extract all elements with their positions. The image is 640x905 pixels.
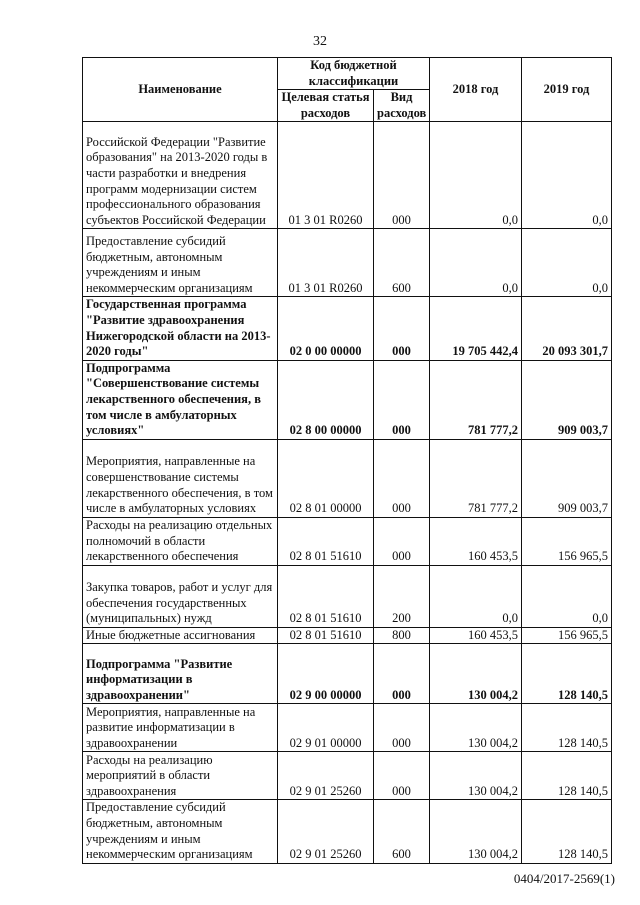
header-year-2018: 2018 год [430, 58, 522, 122]
row-value-2019: 909 003,7 [522, 439, 612, 517]
header-year-2019: 2019 год [522, 58, 612, 122]
row-name: Расходы на реализацию мероприятий в области здравоохранения [83, 752, 278, 800]
row-expense-type: 000 [374, 360, 430, 439]
row-name: Расходы на реализацию отдельных полномочий в области лекарственного обеспечения [83, 517, 278, 565]
row-value-2019: 0,0 [522, 565, 612, 627]
header-expense-type: Вид расходов [374, 90, 430, 122]
row-target-article: 02 8 01 00000 [278, 439, 374, 517]
row-name: Иные бюджетные ассигнования [83, 627, 278, 644]
row-value-2019: 128 140,5 [522, 644, 612, 704]
row-expense-type: 000 [374, 122, 430, 229]
page-number: 32 [313, 34, 327, 49]
table-row [83, 229, 612, 297]
table-row [83, 644, 612, 704]
row-name: Подпрограмма "Совершенствование системы лекарственного обеспечения, в том числе в амбулаторных условиях" [83, 360, 278, 439]
row-value-2018: 0,0 [430, 229, 522, 297]
row-target-article: 02 8 01 51610 [278, 517, 374, 565]
row-target-article: 02 9 01 25260 [278, 752, 374, 800]
table-row [83, 752, 612, 800]
table-row [83, 122, 612, 229]
row-name: Мероприятия, направленные на совершенствование системы лекарственного обеспечения, в том числе в амбулаторных условиях [83, 439, 278, 517]
row-target-article: 02 8 01 51610 [278, 627, 374, 644]
row-value-2018: 130 004,2 [430, 644, 522, 704]
row-value-2018: 0,0 [430, 122, 522, 229]
table-row [83, 704, 612, 752]
row-target-article: 01 3 01 R0260 [278, 122, 374, 229]
table-row [83, 627, 612, 644]
row-value-2019: 128 140,5 [522, 752, 612, 800]
row-value-2018: 160 453,5 [430, 627, 522, 644]
row-expense-type: 000 [374, 752, 430, 800]
row-name: Государственная программа "Развитие здравоохранения Нижегородской области на 2013-2020 годы" [83, 297, 278, 360]
row-expense-type: 000 [374, 439, 430, 517]
row-name: Российской Федерации "Развитие образования" на 2013-2020 годы в части разработки и внедрения программ модернизации систем профессионального образования субъектов Российской Федерации [83, 122, 278, 229]
row-target-article: 02 9 00 00000 [278, 644, 374, 704]
row-value-2018: 781 777,2 [430, 439, 522, 517]
row-expense-type: 600 [374, 229, 430, 297]
row-value-2019: 909 003,7 [522, 360, 612, 439]
row-expense-type: 200 [374, 565, 430, 627]
table-row [83, 297, 612, 360]
row-target-article: 01 3 01 R0260 [278, 229, 374, 297]
header-target-article: Целевая статья расходов [278, 90, 374, 122]
row-expense-type: 000 [374, 517, 430, 565]
row-value-2019: 156 965,5 [522, 627, 612, 644]
row-value-2019: 128 140,5 [522, 800, 612, 863]
row-value-2018: 130 004,2 [430, 752, 522, 800]
table-body [83, 122, 612, 863]
table-row [83, 439, 612, 517]
row-expense-type: 000 [374, 644, 430, 704]
row-value-2019: 156 965,5 [522, 517, 612, 565]
row-name: Мероприятия, направленные на развитие информатизации в здравоохранении [83, 704, 278, 752]
row-target-article: 02 0 00 00000 [278, 297, 374, 360]
row-name: Предоставление субсидий бюджетным, автономным учреждениям и иным некоммерческим организациям [83, 229, 278, 297]
row-expense-type: 000 [374, 297, 430, 360]
row-expense-type: 600 [374, 800, 430, 863]
row-value-2018: 781 777,2 [430, 360, 522, 439]
header-name: Наименование [83, 58, 278, 122]
header-code-group: Код бюджетной классификации [278, 58, 430, 90]
table-row [83, 800, 612, 863]
table-row [83, 360, 612, 439]
row-value-2018: 130 004,2 [430, 704, 522, 752]
row-value-2019: 0,0 [522, 122, 612, 229]
row-expense-type: 000 [374, 704, 430, 752]
row-value-2019: 20 093 301,7 [522, 297, 612, 360]
row-value-2018: 130 004,2 [430, 800, 522, 863]
table-row [83, 565, 612, 627]
row-name: Подпрограмма "Развитие информатизации в здравоохранении" [83, 644, 278, 704]
row-value-2019: 128 140,5 [522, 704, 612, 752]
row-value-2018: 160 453,5 [430, 517, 522, 565]
row-target-article: 02 9 01 25260 [278, 800, 374, 863]
row-target-article: 02 8 01 51610 [278, 565, 374, 627]
document-number: 0404/2017-2569(1) [513, 871, 615, 886]
row-value-2018: 0,0 [430, 565, 522, 627]
row-target-article: 02 9 01 00000 [278, 704, 374, 752]
table-row [83, 517, 612, 565]
row-expense-type: 800 [374, 627, 430, 644]
row-name: Предоставление субсидий бюджетным, автономным учреждениям и иным некоммерческим организациям [83, 800, 278, 863]
row-target-article: 02 8 00 00000 [278, 360, 374, 439]
row-name: Закупка товаров, работ и услуг для обеспечения государственных (муниципальных) нужд [83, 565, 278, 627]
budget-table [82, 57, 612, 864]
row-value-2019: 0,0 [522, 229, 612, 297]
row-value-2018: 19 705 442,4 [430, 297, 522, 360]
